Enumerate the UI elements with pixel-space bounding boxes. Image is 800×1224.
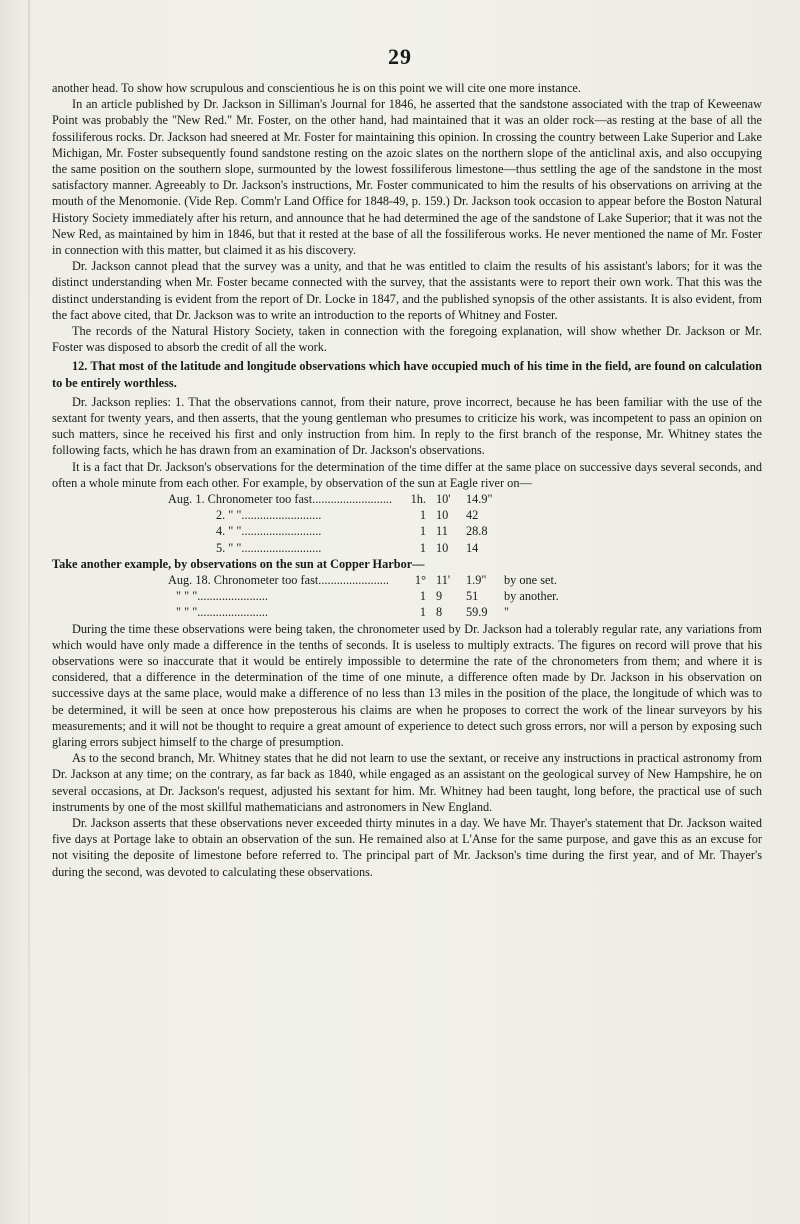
paragraph: another head. To show how scrupulous and conscientious he is on this point we will cite one more instance. bbox=[52, 81, 581, 95]
obs-label: 5. " ".......................... bbox=[216, 540, 322, 555]
obs-label: 2. " ".......................... bbox=[216, 508, 322, 523]
observation-table-copper-harbor bbox=[52, 572, 762, 621]
obs-hours: 1 bbox=[419, 589, 426, 604]
paragraph: It is a fact that Dr. Jackson's observations for the determination of the time differ at the same place on successive days several seconds, and often a whole minute from each other. For example, by observation of the sun at Eagle river on— bbox=[52, 459, 762, 490]
obs-seconds: 59.9 bbox=[466, 605, 488, 620]
paragraph: As to the second branch, Mr. Whitney states that he did not learn to use the sextant, or receive any instructions in practical astronomy from Dr. Jackson at any time; on the contrary, as far back as 1840, while engaged as an assistant on the geological survey of New Hampshire, he on several occasions, at Dr. Jackson's request, adjusted his sextant for him. Mr. Whitney had been taught, long before, the practical use of such instruments by one of the most skillful mathematicians and astronomers in New England. bbox=[52, 751, 762, 814]
obs-seconds: 14 bbox=[466, 540, 479, 555]
obs-minutes: 11 bbox=[436, 524, 448, 539]
observation-row bbox=[52, 507, 762, 523]
obs-hours: 1 bbox=[419, 508, 426, 523]
obs-seconds: 51 bbox=[466, 589, 479, 604]
obs-minutes: 10' bbox=[436, 492, 451, 507]
observation-table-eagle-river bbox=[52, 491, 762, 556]
page-margin-shadow bbox=[28, 0, 30, 1224]
obs-minutes: 11' bbox=[436, 573, 451, 588]
paragraph: Dr. Jackson asserts that these observations never exceeded thirty minutes in a day. We have Mr. Thayer's statement that Dr. Jackson waited five days at Portage lake to obtain an observation of the sun. He remained also at L'Anse for the same purpose, and gave this as an excuse for not visiting the deposite of limestone before referred to. The principal part of Mr. Jackson's time during the first year, and of Mr. Thayer's during the second, was devoted to calculating these observations. bbox=[52, 816, 762, 879]
observation-row bbox=[52, 572, 762, 588]
page-number: 29 bbox=[388, 44, 412, 69]
body-text bbox=[52, 80, 762, 880]
obs-seconds: 42 bbox=[466, 508, 479, 523]
obs-minutes: 10 bbox=[436, 540, 449, 555]
paragraph: During the time these observations were being taken, the chronometer used by Dr. Jackson had a tolerably regular rate, any variations from which would have only made a difference in the tenths of seconds. It is useless to multiply extracts. The figures on record will prove that his observations were so inaccurate that it would be entirely impossible to determine the rate of the chronometers from them; and where it is considered, that a difference in the determination of the time of one minute, a difference often made by Dr. Jackson in his observation on successive days at the same place, would make a difference of no less than 13 miles in the position of the place, the longitude of which was to be determined, it will be seen at once how preposterous his claims are when he proposes to correct the work of the linear surveyors by his measurements; and it will not be thought to require a great amount of experience to detect such gross errors, nor will a person by exposing such glaring errors subject himself to the charge of presumption. bbox=[52, 621, 762, 750]
obs-note: by another. bbox=[504, 589, 559, 604]
observation-row bbox=[52, 588, 762, 604]
obs-hours: 1° bbox=[414, 573, 426, 588]
observation-row bbox=[52, 604, 762, 620]
paragraph: Take another example, by observations on the sun at Copper Harbor— bbox=[52, 556, 425, 571]
paragraph: Dr. Jackson replies: 1. That the observations cannot, from their nature, prove incorrect, because he has been familiar with the use of the sextant for twenty years, and then asserts, that the young gentleman who presumes to criticize his work, was incompetent to pass an opinion on such matters, since he received his first and only instruction from him. In reply to the first branch of the response, Mr. Whitney states the following facts, which he has drawn from an examination of Dr. Jackson's observations. bbox=[52, 394, 762, 458]
obs-hours: 1 bbox=[419, 605, 426, 620]
obs-hours: 1 bbox=[419, 540, 426, 555]
observation-row bbox=[52, 523, 762, 539]
observation-row bbox=[52, 540, 762, 556]
obs-label: Aug. 18. Chronometer too fast....................... bbox=[168, 573, 389, 588]
section-item-12: 12. That most of the latitude and longitude observations which have occupied much of his time in the field, are found on calculation to be entirely worthless. bbox=[52, 359, 762, 390]
obs-seconds: 28.8 bbox=[466, 524, 488, 539]
obs-label: " " "....................... bbox=[176, 605, 268, 620]
obs-minutes: 8 bbox=[436, 605, 443, 620]
obs-note: " bbox=[504, 605, 510, 620]
obs-note: by one set. bbox=[504, 573, 557, 588]
obs-minutes: 9 bbox=[436, 589, 443, 604]
paragraph: The records of the Natural History Society, taken in connection with the foregoing explanation, will show whether Dr. Jackson or Mr. Foster was disposed to absorb the credit of all the work. bbox=[52, 324, 762, 355]
obs-seconds: 1.9" bbox=[466, 573, 487, 588]
observation-row bbox=[52, 491, 762, 507]
obs-hours: 1h. bbox=[410, 492, 426, 507]
obs-hours: 1 bbox=[419, 524, 426, 539]
paragraph: Dr. Jackson cannot plead that the survey was a unity, and that he was entitled to claim the results of his assistant's labors; for it was the distinct understanding when Mr. Foster became connected with the survey, that the assistants were to report their own work. That this was the distinct understanding is evident from the report of Dr. Locke in 1847, and the published synopsis of the other assistants. It is also evident, from the fact above cited, that Dr. Jackson was to write an introduction to the reports of Whitney and Foster. bbox=[52, 259, 762, 322]
obs-label: " " "....................... bbox=[176, 589, 268, 604]
obs-minutes: 10 bbox=[436, 508, 449, 523]
obs-label: 4. " ".......................... bbox=[216, 524, 322, 539]
obs-seconds: 14.9" bbox=[466, 492, 493, 507]
paragraph: In an article published by Dr. Jackson in Silliman's Journal for 1846, he asserted that the sandstone associated with the trap of Keweenaw Point was probably the "New Red." Mr. Foster, on the other hand, had maintained that it was an older rock—as resting at the base of all the fossiliferous rocks. Dr. Jackson had sneered at Mr. Foster for maintaining this opinion. In crossing the country between Lake Superior and Lake Michigan, Mr. Foster subsequently found sandstone resting on the azoic slates on the northern slope of the anticlinal axis, and also occupying the same position on the southern slope, surmounted by the lowest fossiliferous limestone—thus settling the age of the sandstone in the most satisfactory manner. Agreeably to Dr. Jackson's instructions, Mr. Foster communicated to him the results of his observations on arriving at the mouth of the Menomonie. (Vide Rep. Comm'r Land Office for 1848-49, p. 159.) Dr. Jackson took occasion to appear before the Boston Natural History Society immediately after his return, and announce that he had determined the age of the sandstone of Lake Superior; that it was not the New Red, as maintained by him in 1846, but that it rested at the base of all the fossiliferous works. He never mentioned the name of Mr. Foster in connection with this matter, but claimed it as his discovery. bbox=[52, 97, 762, 258]
obs-label: Aug. 1. Chronometer too fast.......................... bbox=[168, 492, 393, 507]
